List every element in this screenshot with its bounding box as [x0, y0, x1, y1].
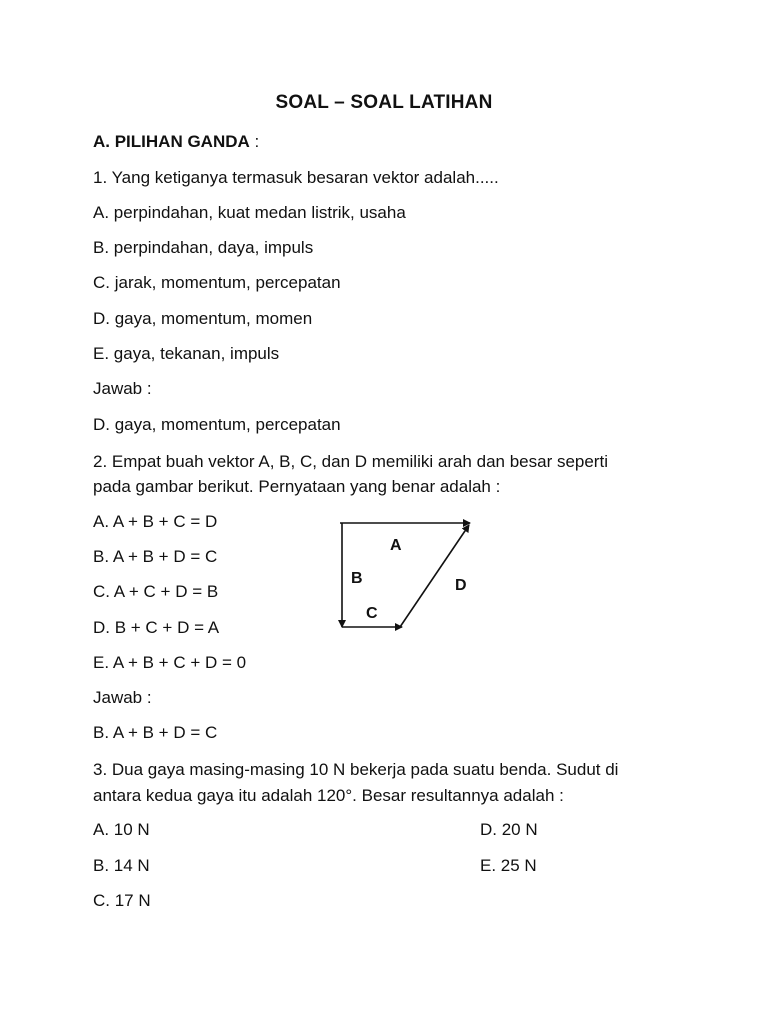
- q1-option-e: E. gaya, tekanan, impuls: [93, 344, 280, 363]
- q3-option-e: E. 25 N: [480, 856, 537, 875]
- vector-d-label: D: [455, 577, 467, 594]
- q1-option-b: B. perpindahan, daya, impuls: [93, 238, 314, 257]
- q2-answer: B. A + B + D = C: [93, 723, 218, 742]
- vector-b-label: B: [351, 570, 363, 587]
- q2-question-line2: pada gambar berikut. Pernyataan yang benar adalah :: [93, 477, 501, 496]
- q2-question-line1: 2. Empat buah vektor A, B, C, dan D memiliki arah dan besar seperti: [93, 452, 608, 471]
- q2-option-c: C. A + C + D = B: [93, 582, 219, 601]
- page-title: SOAL – SOAL LATIHAN: [275, 92, 493, 113]
- q1-option-d: D. gaya, momentum, momen: [93, 309, 313, 328]
- q3-option-c: C. 17 N: [93, 891, 151, 910]
- q2-answer-label: Jawab :: [93, 688, 152, 707]
- section-heading-suffix: :: [249, 132, 260, 151]
- q2-option-e: E. A + B + C + D = 0: [93, 653, 247, 672]
- q3-question-line1: 3. Dua gaya masing-masing 10 N bekerja pada suatu benda. Sudut di: [93, 760, 619, 779]
- vector-a-label: A: [390, 537, 402, 554]
- section-heading-label: A. PILIHAN GANDA: [93, 132, 250, 151]
- q2-option-b: B. A + B + D = C: [93, 547, 218, 566]
- q1-question: 1. Yang ketiganya termasuk besaran vektor adalah.....: [93, 168, 499, 187]
- q3-question-line2: antara kedua gaya itu adalah 120°. Besar resultannya adalah :: [93, 786, 564, 805]
- q2-option-a: A. A + B + C = D: [93, 512, 218, 531]
- section-heading: [93, 131, 259, 153]
- vector-c-label: C: [366, 605, 378, 622]
- q1-answer-label: Jawab :: [93, 379, 152, 398]
- q3-option-d: D. 20 N: [480, 820, 538, 839]
- q3-option-a: A. 10 N: [93, 820, 150, 839]
- vector-d-arrow: [400, 525, 469, 627]
- q2-option-d: D. B + C + D = A: [93, 618, 220, 637]
- q1-option-a: A. perpindahan, kuat medan listrik, usaha: [93, 203, 406, 222]
- q3-option-b: B. 14 N: [93, 856, 150, 875]
- q1-option-c: C. jarak, momentum, percepatan: [93, 273, 341, 292]
- q1-answer: D. gaya, momentum, percepatan: [93, 415, 341, 434]
- vector-diagram: [330, 510, 490, 640]
